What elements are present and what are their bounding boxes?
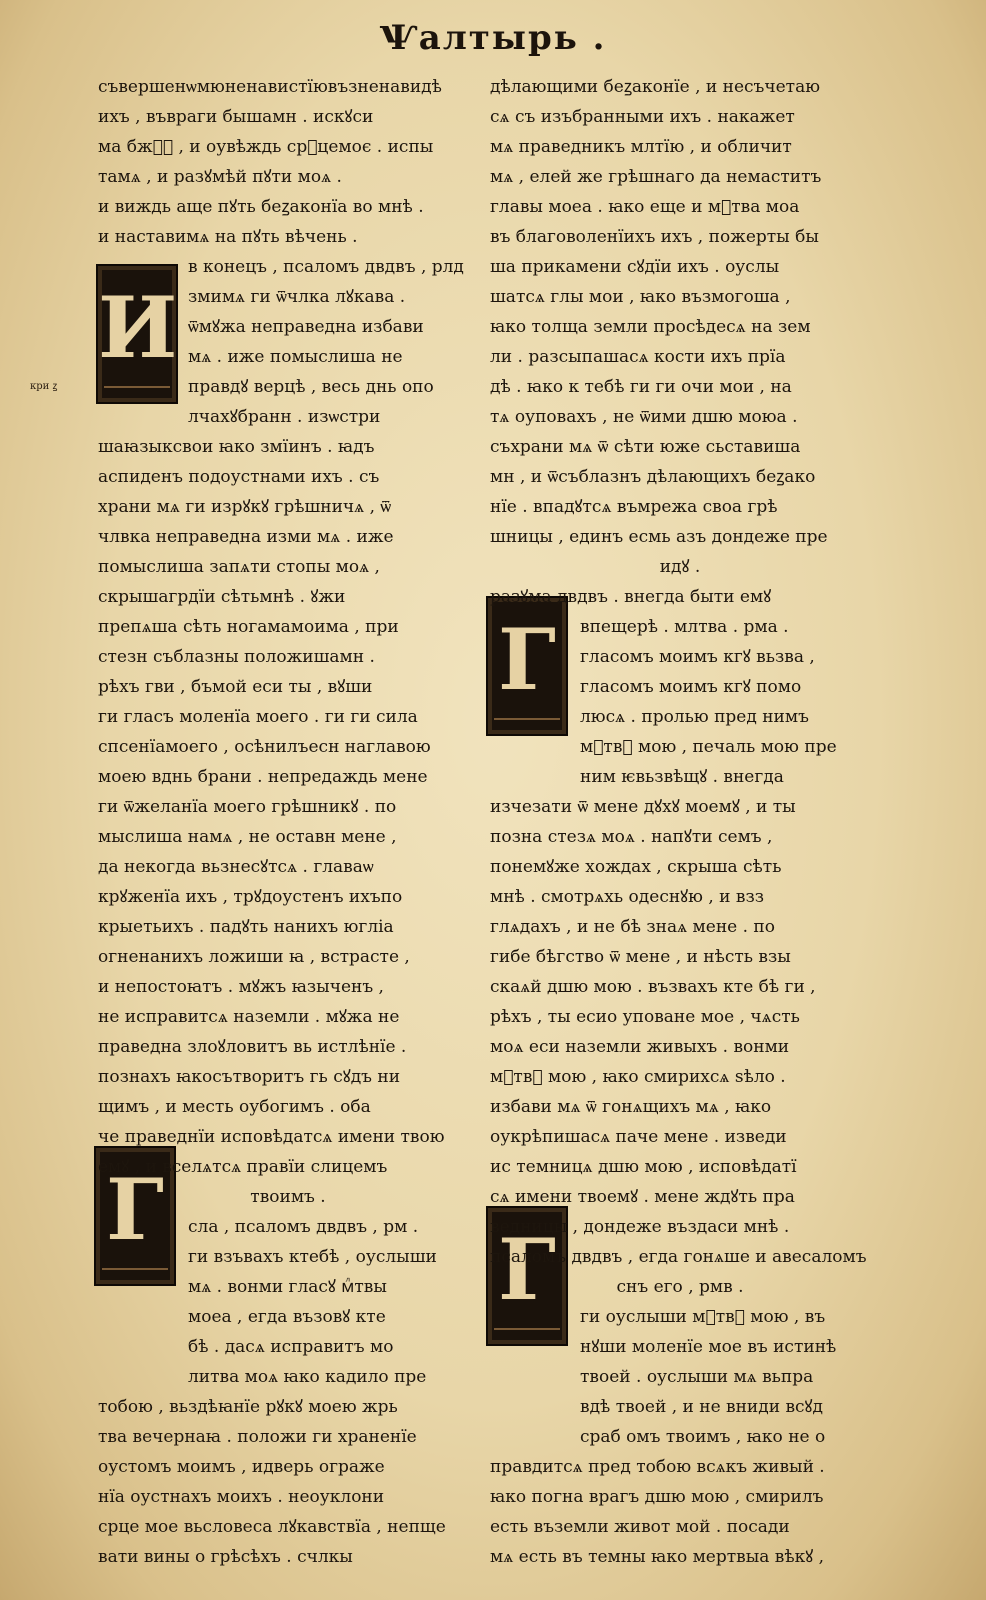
text-line: стезн съблазны положишамн .	[98, 647, 375, 667]
text-line: мѧ , елей же грѣшнаго да немаститъ	[490, 167, 822, 187]
text-line: мѧ . иже помыслиша не	[188, 347, 403, 367]
text-line: ꙗко толща земли просѣдесѧ на зем	[490, 317, 811, 337]
text-line: ги гласъ моленїа моего . ги ги сила	[98, 707, 418, 727]
text-line: съвершенѡмюненавистїювъзненавидѣ	[98, 77, 442, 97]
text-line: рѣхъ гви , бъмой еси ты , вꙋши	[98, 677, 373, 697]
margin-note: кри ꙁ	[30, 381, 58, 392]
text-line: нїе . впадꙋтсѧ въмрежа своа грѣ	[490, 497, 778, 517]
psalm-heading: сла , псаломъ двдвъ , рм .	[188, 1217, 419, 1237]
text-line: мⷧтвꙋ мою , ꙗко смирихсѧ ѕѣло .	[490, 1067, 786, 1087]
page-title: Ѱалтырь .	[379, 18, 607, 58]
text-line: и виждь аще пꙋть беꙁаконїа во мнѣ .	[98, 197, 424, 217]
text-line: идꙋ .	[659, 557, 701, 577]
text-line: скрышагрдїи сѣтьмнѣ . ꙋжи	[98, 587, 346, 607]
text-line: бѣ . дасѧ исправитъ мо	[188, 1337, 394, 1357]
text-line: мѧ есть въ темны ꙗко мертвыа вѣкꙋ ,	[490, 1547, 825, 1567]
text-line: дѣлающими беꙁаконїе , и несъчетаю	[490, 77, 821, 97]
text-line: ги взъвахъ ктебѣ , оуслыши	[188, 1247, 437, 1267]
text-line: дѣ . ꙗко к тебѣ ги ги очи мои , на	[490, 377, 792, 397]
text-line: позна стезѧ моѧ . напꙋти семъ ,	[490, 827, 773, 847]
text-line: ѿмꙋжа неправедна избави	[188, 317, 424, 337]
text-line: ма бжⷵ҇ , и оувѣждь срⷣцемоє . испы	[98, 137, 434, 157]
text-line: мыслиша намѧ , не оставн мене ,	[98, 827, 397, 847]
text-line: изчезати ѿ мене дꙋхꙋ моемꙋ , и ты	[490, 797, 796, 817]
text-line: тамѧ , и разꙋмѣй пꙋти моѧ .	[98, 167, 342, 187]
text-line: ша прикамени сꙋдїи ихъ . оуслы	[490, 257, 780, 277]
text-line: есть въземли живот мой . посади	[490, 1517, 790, 1537]
text-line: скаѧй дшю мою . възвахъ кте бѣ ги ,	[490, 977, 816, 997]
text-line: помыслиша запѧти стопы моѧ ,	[98, 557, 380, 577]
right-column	[490, 72, 870, 1572]
text-line: срце мое вьсловеса лꙋкавствїа , непще	[98, 1517, 446, 1537]
text-line: ним ѥвьзвѣщꙋ . внегда	[580, 767, 784, 787]
text-line: гибе бѣгство ѿ мене , и нѣсть взы	[490, 947, 791, 967]
text-line: литва моѧ ꙗко кадило пре	[188, 1367, 427, 1387]
decorated-initial: Г	[486, 1206, 568, 1346]
text-line: сраб омъ твоимъ , ꙗко не о	[580, 1427, 826, 1447]
text-line: ли . разсыпашасѧ кости ихъ прїа	[490, 347, 786, 367]
psalm-heading: в конецъ , псаломъ двдвъ , рлд	[188, 257, 464, 277]
text-line: ихъ , въвраги бышамн . искꙋси	[98, 107, 374, 127]
text-line: тва вечернаꙗ . положи ги храненїе	[98, 1427, 417, 1447]
text-line: лчахꙋбранн . изѡстри	[188, 407, 381, 427]
text-line: мн , и ѿсъблазнъ дѣлающихъ беꙁако	[490, 467, 816, 487]
left-column	[98, 72, 478, 1572]
text-line: препѧша сѣть ногамамоима , при	[98, 617, 399, 637]
text-line: и непостоꙗтъ . мꙋжъ ꙗзыченъ ,	[98, 977, 384, 997]
text-line: шницы , единъ есмь азъ дондеже пре	[490, 527, 828, 547]
decorated-initial: Г	[94, 1146, 176, 1286]
text-line: въ благоволенїихъ ихъ , пожерты бы	[490, 227, 819, 247]
text-line: гласомъ моимъ кгꙋ вьзва ,	[580, 647, 815, 667]
text-line: рѣхъ , ты есио уповане мое , чѧсть	[490, 1007, 800, 1027]
text-line: щимъ , и месть оубогимъ . оба	[98, 1097, 371, 1117]
decorated-initial: Г	[486, 596, 568, 736]
text-line: ги оуслыши мⷧтвꙋ мою , въ	[580, 1307, 826, 1327]
text-line: ги ѿжеланїа моего грѣшникꙋ . по	[98, 797, 397, 817]
psalm-heading: снъ его , рмв .	[616, 1277, 744, 1297]
text-line: оустомъ моимъ , идверь ограже	[98, 1457, 385, 1477]
text-line: спсенїамоего , осѣнилъесн наглавою	[98, 737, 431, 757]
text-line: крыетьихъ . падꙋть нанихъ югліа	[98, 917, 394, 937]
text-line: нꙋши моленїе мое въ истинѣ	[580, 1337, 837, 1357]
text-line: познахъ ꙗкосътворитъ гь сꙋдъ ни	[98, 1067, 401, 1087]
text-line: крꙋженїа ихъ , трꙋдоустенъ ихъпо	[98, 887, 403, 907]
psalm-heading: змимѧ ги ѿчлка лꙋкава .	[188, 287, 406, 307]
text-line: огненанихъ ложиши ꙗ , встрасте ,	[98, 947, 410, 967]
text-line: тобою , вьздѣꙗнїе рꙋкꙋ моею жрь	[98, 1397, 398, 1417]
text-line: мѧ . вонми гласꙋ мⷧтвы	[188, 1277, 387, 1297]
text-line: избави мѧ ѿ гонѧщихъ мѧ , ꙗко	[490, 1097, 772, 1117]
text-line: вати вины о грѣсѣхъ . счлкы	[98, 1547, 353, 1567]
text-line: вдѣ твоей , и не вниди всꙋд	[580, 1397, 824, 1417]
text-line: мнѣ . смотрѧхь одеснꙋю , и взз	[490, 887, 765, 907]
text-line: правдꙋ верцѣ , весь днь опо	[188, 377, 434, 397]
text-line: шатсѧ глы мои , ꙗко възмогоша ,	[490, 287, 791, 307]
text-line: моею вднь брани . непредаждь мене	[98, 767, 428, 787]
psalm-heading: впещерѣ . млтва . рма .	[580, 617, 789, 637]
text-line: ꙗко погна врагъ дшю мою , смирилъ	[490, 1487, 824, 1507]
text-line: емꙋ , и вселѧтсѧ правїи слицемъ	[98, 1157, 388, 1177]
psalm-heading: псаломъ двдвъ , егда гонѧше и авесаломъ	[490, 1247, 867, 1267]
text-line: правдитсѧ пред тобою всѧкъ живый .	[490, 1457, 825, 1477]
text-line: аспиденъ подоустнами ихъ . съ	[98, 467, 380, 487]
text-line: и наставимѧ на пꙋть вѣчень .	[98, 227, 358, 247]
text-line: гласомъ моимъ кгꙋ помо	[580, 677, 802, 697]
text-line: мⷧтвꙋ мою , печаль мою пре	[580, 737, 837, 757]
text-line: ис темницѧ дшю мою , исповѣдатї	[490, 1157, 797, 1177]
text-line: понемꙋже хождах , скрыша сѣть	[490, 857, 782, 877]
text-line: глѧдахъ , и не бѣ знаѧ мене . по	[490, 917, 775, 937]
text-line: твоей . оуслыши мѧ вьпра	[580, 1367, 814, 1387]
text-line: ведницы , дондеже въздаси мнѣ .	[490, 1217, 790, 1237]
text-line: че праведнїи исповѣдатсѧ имени твою	[98, 1127, 445, 1147]
psalm-heading: разꙋма двдвъ . внегда быти емꙋ	[490, 587, 772, 607]
text-line: моѧ еси наземли живыхъ . вонми	[490, 1037, 790, 1057]
text-line: тѧ оуповахъ , не ѿими дшю моюа .	[490, 407, 798, 427]
text-line: люсѧ . пролью пред нимъ	[580, 707, 809, 727]
text-line: главы моеа . ꙗко еще и мⷧтва моа	[490, 197, 800, 217]
text-line: праведна злоꙋловитъ вь истлѣнїе .	[98, 1037, 407, 1057]
text-line: сѧ съ изъбранными ихъ . накажет	[490, 107, 795, 127]
text-line: не исправитсѧ наземли . мꙋжа не	[98, 1007, 400, 1027]
decorated-initial: И	[96, 264, 178, 404]
text-line: храни мѧ ги изрꙋкꙋ грѣшничѧ , ѿ	[98, 497, 392, 517]
text-line: шаꙗзыксвои ꙗко змїинъ . ꙗдъ	[98, 437, 375, 457]
text-line: сѧ имени твоемꙋ . мене ждꙋть пра	[490, 1187, 795, 1207]
text-line: оукрѣпишасѧ паче мене . изведи	[490, 1127, 787, 1147]
text-line: члвка неправедна изми мѧ . иже	[98, 527, 394, 547]
text-line: твоимъ .	[250, 1187, 326, 1207]
text-line: да некогда вьзнесꙋтсѧ . главаѡ	[98, 857, 374, 877]
text-line: съхрани мѧ ѿ сѣти юже сьставиша	[490, 437, 801, 457]
text-line: нїа оустнахъ моихъ . неоуклони	[98, 1487, 385, 1507]
text-line: моеа , егда възовꙋ кте	[188, 1307, 386, 1327]
text-line: мѧ праведникъ млтїю , и обличит	[490, 137, 792, 157]
